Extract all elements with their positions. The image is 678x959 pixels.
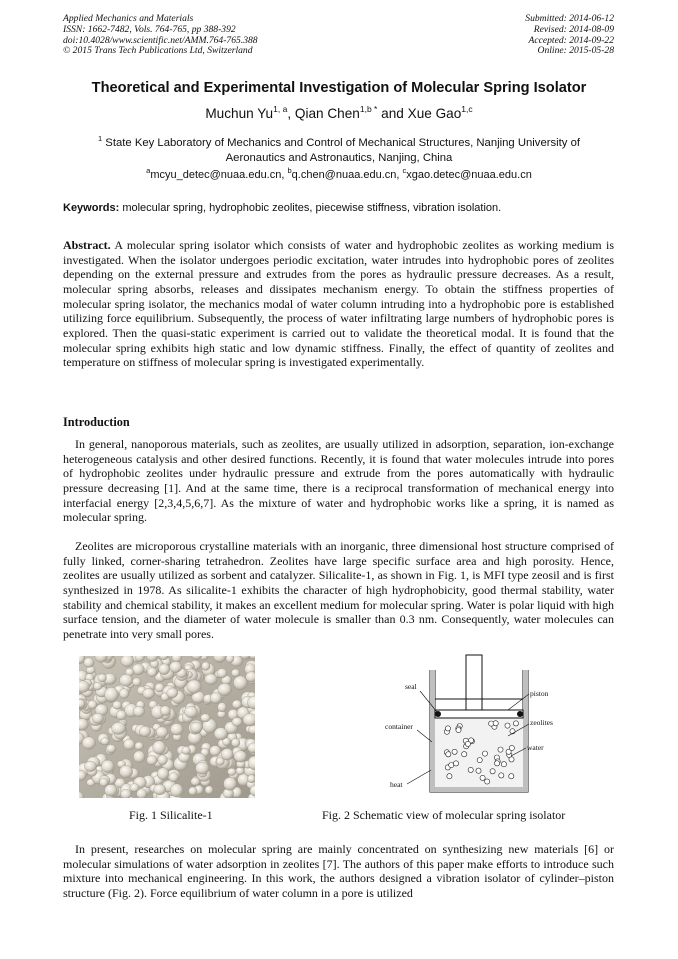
pellet <box>159 664 170 675</box>
pellet <box>214 728 228 740</box>
pellet <box>158 755 168 765</box>
zeolite-particle <box>493 721 498 726</box>
container-base <box>430 787 528 792</box>
author-conjunction: and <box>381 106 404 121</box>
piston-rod <box>466 655 482 699</box>
pellet <box>137 789 147 798</box>
pellet <box>228 768 237 775</box>
email-mark: b <box>287 166 292 175</box>
seal-right <box>517 711 523 717</box>
zeolite-particle <box>498 747 503 752</box>
author-affiliation-mark: 1, a <box>273 104 288 114</box>
pellet <box>157 768 169 780</box>
zeolite-particle <box>482 751 487 756</box>
pellet <box>170 784 183 797</box>
zeolite-particle <box>477 758 482 763</box>
zeolite-particle <box>485 779 490 784</box>
pellet <box>88 700 97 709</box>
keywords <box>63 202 615 214</box>
zeolite-particle <box>446 752 451 757</box>
pellet <box>101 738 110 745</box>
intro-paragraph-3: In present, researches on molecular spring are mainly concentrated on synthesizing new materials [6] or molecular simulations of water adsorption in zeolites [7]. The authors of this paper make efforts to introduce such mixture into mechanical engineering. In this work, the authors designed a vibration isolator of cylinder–piston structure (Fig. 2). Force equilibrium of water column in a pore is utilized <box>63 842 614 900</box>
revised-date: Revised: 2014-08-09 <box>533 23 614 35</box>
pellet <box>224 777 237 790</box>
pellet <box>116 710 126 720</box>
email-mark: c <box>402 166 407 175</box>
pellet <box>202 662 210 671</box>
pellet <box>187 680 201 693</box>
pellet <box>139 726 151 737</box>
pellet <box>135 742 144 750</box>
label-seal: seal <box>405 682 417 691</box>
piston-head <box>435 710 523 718</box>
pellet <box>205 674 218 685</box>
author-emails <box>40 166 638 181</box>
pellet <box>201 714 211 722</box>
pellet <box>167 688 178 698</box>
email-link[interactable]: q.chen@nuaa.edu.cn, <box>291 169 400 181</box>
zeolite-particle <box>453 761 458 766</box>
pellet <box>147 755 158 765</box>
abstract-label: Abstract. <box>63 238 111 252</box>
pellet <box>160 706 170 716</box>
affiliation-mark: 1 <box>97 134 103 143</box>
zeolite-particle <box>447 774 452 779</box>
zeolite-particle <box>480 775 485 780</box>
online-date: Online: 2015-05-28 <box>537 45 614 57</box>
zeolite-particle <box>445 726 450 731</box>
pellet <box>170 723 183 735</box>
doi-line: doi:10.4028/www.scientific.net/AMM.764-765.388 <box>63 34 258 46</box>
label-zeolites: zeolites <box>530 718 553 727</box>
accepted-date: Accepted: 2014-09-22 <box>528 34 614 46</box>
pellet <box>189 787 198 795</box>
author-name: Qian Chen <box>294 106 360 121</box>
submitted-date: Submitted: 2014-06-12 <box>525 13 614 24</box>
pellet <box>124 739 135 750</box>
pellet <box>210 692 222 703</box>
pellet <box>231 738 240 747</box>
zeolite-particle <box>509 774 514 779</box>
pellet <box>82 737 96 750</box>
abstract-text: A molecular spring isolator which consists of water and hydrophobic zeolites as working medium is investigated. When the isolator undergoes periodic excitation, water intrudes into hydrophobic pores of zeolites depending on the external pressure and extrudes from the pores as hydraulic pressure decreases. As a result, molecular spring absorbs, releases and dissipates mechanism energy. To obtain the stiffness properties of molecular spring isolator, the mechanics modal of water column intruding into a hydrophobic pore is established utilizing force equilibrium. Subsequently, the process of water infiltrating large numbers of hydrophobic pores is explored. Then the quasi-static experiment is carried out to validate the theoretical modal. It is found that the molecular spring exhibits high static and low dynamic stiffness. Finally, the effect of quantity of zeolites and temperature on stiffness of molecular spring is investigated experimentally. <box>63 238 614 370</box>
pellets-image <box>79 656 255 798</box>
zeolite-particle <box>509 757 514 762</box>
figure-1-caption: Fig. 1 Silicalite-1 <box>129 808 213 822</box>
pellet <box>111 722 125 734</box>
pellet <box>84 761 96 772</box>
pellet <box>184 706 197 718</box>
zeolite-particle <box>476 768 481 773</box>
seal-left <box>435 711 441 717</box>
author-affiliation-mark: 1,b * <box>359 104 378 114</box>
journal-name: Applied Mechanics and Materials <box>63 13 194 24</box>
section-heading-introduction: Introduction <box>63 415 130 429</box>
intro-paragraph-1: In general, nanoporous materials, such as zeolites, are usually utilized in adsorption, separation, ion-exchange heterogeneous catalysis and other desired functions. Recently, it is found that water molecules intrude into pores of hydrophobic zeolites under hydraulic pressure and extrude from the pores automatically with hydraulic pressure decreasing [1]. And at the same time, there is a reciprocal transformation of mechanical energy into interfacial energy [2,3,4,5,6,7]. As the mixture of water and hydrophobic works like a spring, it is named as molecular spring. <box>63 437 614 525</box>
isolator-schematic <box>380 652 580 800</box>
pellet <box>231 669 240 677</box>
email-link[interactable]: mcyu_detec@nuaa.edu.cn, <box>150 169 285 181</box>
author-affiliation-mark: 1,c <box>461 104 473 114</box>
zeolite-particle <box>501 762 506 767</box>
pellet <box>143 689 155 699</box>
paper-title: Theoretical and Experimental Investigation of Molecular Spring Isolator <box>91 80 587 96</box>
affiliation-text: State Key Laboratory of Mechanics and Control of Mechanical Structures, Nanjing University of Aeronautics and Astronautics, Nanjing, China <box>105 137 580 164</box>
keywords-label: Keywords: <box>63 202 120 214</box>
zeolite-particle <box>456 728 461 733</box>
pellet <box>170 661 182 672</box>
email-link[interactable]: xgao.detec@nuaa.edu.cn <box>406 169 532 181</box>
pellet <box>182 746 191 754</box>
pellet <box>190 722 202 733</box>
silicalite-photo <box>79 656 255 798</box>
pellet <box>119 674 132 686</box>
affiliation <box>70 131 608 166</box>
pellet <box>217 668 227 678</box>
zeolite-particle <box>506 749 511 754</box>
pellet <box>221 748 233 760</box>
zeolite-particle <box>490 769 495 774</box>
pellet <box>120 765 133 778</box>
pellet <box>99 778 108 786</box>
pellet <box>153 741 166 754</box>
zeolite-particle <box>449 763 454 768</box>
pellet <box>218 703 227 712</box>
zeolite-particle <box>495 761 500 766</box>
journal-header-left <box>63 14 258 57</box>
label-piston: piston <box>530 689 549 698</box>
author-list: Muchun Yu$^{1, a}$, Qian Chen$^{1,b *}$ and Xue Gao$^{1,c}$ <box>205 104 473 121</box>
pellet <box>93 682 102 690</box>
issn-line: ISSN: 1662-7482, Vols. 764-765, pp 388-392 <box>63 23 236 35</box>
copyright-line: © 2015 Trans Tech Publications Ltd, Switzerland <box>63 45 253 57</box>
label-water: water <box>527 743 544 752</box>
pellet <box>132 678 141 686</box>
pellet <box>121 656 134 667</box>
pellet <box>84 658 94 668</box>
zeolite-particle <box>505 723 510 728</box>
pellet <box>133 706 145 717</box>
zeolite-particle <box>513 721 518 726</box>
container-wall-right <box>523 670 528 792</box>
pellet <box>104 687 118 702</box>
zeolite-particle <box>499 773 504 778</box>
pellet <box>156 727 168 738</box>
container-wall-left <box>430 670 435 792</box>
journal-header-right <box>525 14 614 57</box>
zeolite-particle <box>465 741 470 746</box>
zeolite-particle <box>452 749 457 754</box>
pellet <box>133 751 145 763</box>
pellet <box>105 784 118 796</box>
pellet <box>147 667 157 676</box>
zeolite-particle <box>468 767 473 772</box>
label-heat: heat <box>390 780 403 789</box>
pellet <box>98 674 107 682</box>
pellet <box>92 713 103 723</box>
pellet <box>232 717 242 726</box>
pellet <box>169 773 179 782</box>
pellet <box>106 745 116 753</box>
zeolite-particle <box>462 752 467 757</box>
intro-paragraph-2: Zeolites are microporous crystalline materials with an inorganic, three dimensional host structure comprised of fully linked, corner-sharing tetrahedron. Zeolites have large specific surface area and high porosity. Hence, zeolites are usually utilized as sorbent and catalyzer. Silicalite-1, as shown in Fig. 1, is MFI type zeosil and is first synthesized in 1978. As silicalite-1 exhibits the character of high hydrophobicity, good thermal stability, water stability and chemical stability, it makes an excellent medium for molecular spring. Water is polar liquid with high surface tension, and the diameter of water molecule is smaller than 0.3 nm. Consequently, water molecules can penetrate into very small pores. <box>63 539 614 641</box>
author-name: Muchun Yu <box>205 106 274 121</box>
label-container: container <box>385 722 413 731</box>
abstract <box>63 238 614 370</box>
pellet <box>234 751 247 763</box>
pellet <box>154 784 166 795</box>
pellet <box>101 760 114 773</box>
pellet <box>196 762 210 774</box>
pellet <box>226 656 234 663</box>
pellet <box>233 676 247 690</box>
author-name: Xue Gao <box>407 106 462 121</box>
pellet <box>113 701 122 709</box>
pellet <box>210 746 221 757</box>
pellet <box>205 786 213 794</box>
figure-2-caption: Fig. 2 Schematic view of molecular spring isolator <box>322 808 566 822</box>
email-mark: a <box>146 166 151 175</box>
pellet <box>119 689 129 699</box>
pellet <box>121 789 132 798</box>
keywords-text: molecular spring, hydrophobic zeolites, piecewise stiffness, vibration isolation. <box>122 202 502 214</box>
